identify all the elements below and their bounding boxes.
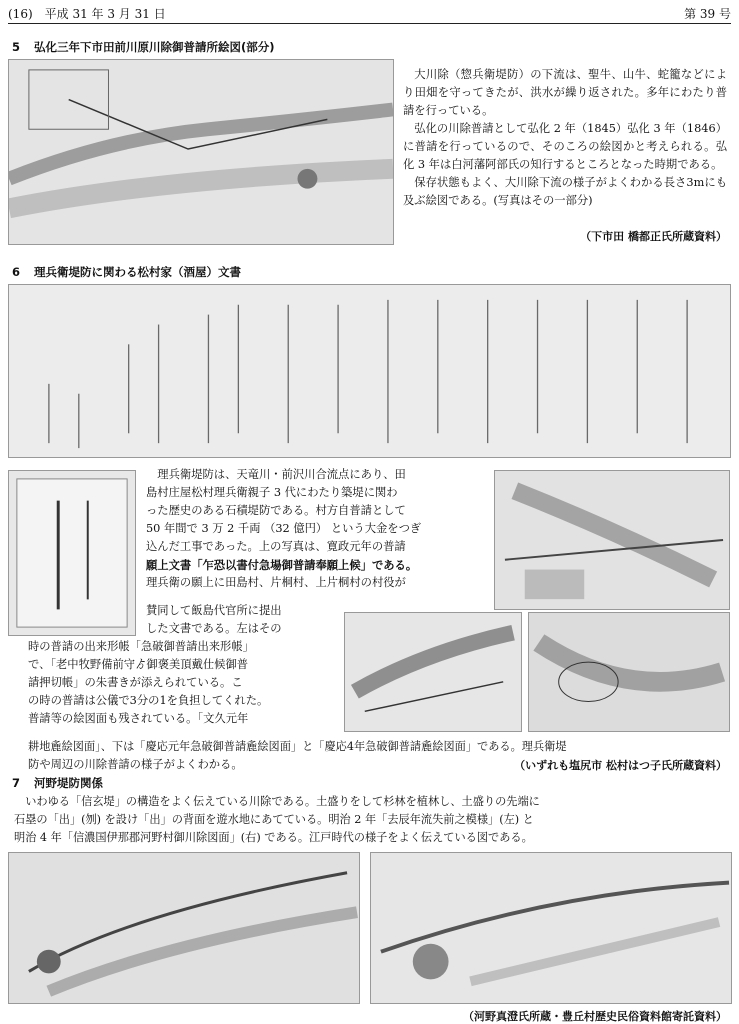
section-7-map-meiji-2 [8,852,360,1004]
text-line: 石塁の「出」(刎) を設け「出」の背面を遊水地にあてている。明治 2 年「去辰年流失前之模様」(左) と [14,813,534,826]
text-line: 島村庄屋松村理兵衛親子 3 代にわたり築堤に関わ [146,486,398,499]
text-line: 賛同して飯島代官所に提出 [146,604,282,617]
section-5-heading [12,39,275,55]
section-5-text [403,66,727,210]
text-line: 50 年間で 3 万 2 千両 （32 億円） という大金をつぎ [146,522,422,535]
section-5-credit: （下市田 橋都正氏所蔵資料） [580,230,727,243]
section-title: 河野堤防関係 [34,776,103,790]
header-rule [8,23,731,24]
section-6-map-keio-4 [528,612,730,732]
section-6-text-full: 耕地麁絵図面」、下は「慶応元年急破御普請麁絵図面」と「慶応4年急破御普請麁絵図面」である。理兵衛堤 [28,740,567,753]
section-6-map-keio-gannen [344,612,522,732]
section-7-text [14,793,732,847]
text-line: 願上文書「乍恐以書付急場御普請奉願上候」である。 [146,558,418,572]
section-5-map-photo [8,59,394,245]
text-line-part: 時の普請の出来形帳「急破御普請出来形帳」 [28,640,254,653]
section-6-heading [12,264,241,280]
section-number: 6 [12,265,21,279]
section-7-map-meiji-4 [370,852,732,1004]
text-line: った歴史のある石積堤防である。村方自普請として [146,504,406,517]
section-6-document-photo [8,284,731,458]
section-7-credit: （河野真澄氏所蔵・豊丘村歴史民俗資料館寄託資料） [463,1010,727,1023]
section-6-text-lower [28,638,340,728]
section-6-text-middle [146,602,336,638]
section-6-text-last: 防や周辺の川除普請の様子がよくわかる。 [28,758,243,771]
text-line: した文書である。左はその [146,622,282,635]
text-line: 理兵衛堤防は、天竜川・前沢川合流点にあり、田 [157,468,406,481]
text-line: 普請等の絵図面も残されている。「文久元年 [28,712,249,725]
section-title: 弘化三年下市田前川原川除御普請所絵図(部分) [34,40,275,54]
text-line: の時の普請は公儀で3分の1を負担してくれた。 [28,694,269,707]
text-line [28,638,340,656]
text-line: 理兵衛の願上に田島村、片桐村、上片桐村の村役が [146,576,406,589]
section-6-text-upper [146,466,484,592]
section-5-paragraph: 弘化の川除普請として弘化 2 年（1845）弘化 3 年（1846）に普請を行っているので、そのころの絵図かと考えられる。弘化 3 年は白河藩阿部氏の知行するところとなった時期である。 [403,122,727,171]
page-header [8,6,731,22]
section-number: 5 [12,40,21,54]
section-5-paragraph: 大川除（惣兵衛堤防）の下流は、聖牛、山牛、蛇籠などにより田畑を守ってきたが、洪水が繰り返された。多年にわたり普請を行っている。 [403,68,727,117]
text-line: 請押切帳」の朱書きが添えられている。こ [28,676,243,689]
section-6-credit: （いずれも塩尻市 松村はつ子氏所蔵資料） [514,759,727,772]
text-line: 込んだ工事であった。上の写真は、寛政元年の普請 [146,540,406,553]
issue-number: 第 39 号 [684,7,731,21]
issue-date: (16) 平成 31 年 3 月 31 日 [8,7,166,21]
section-6-ledger-photo [8,470,136,636]
section-number: 7 [12,776,21,790]
section-5-paragraph: 保存状態もよく、大川除下流の様子がよくわかる長さ3mにも及ぶ絵図である。(写真はその一部分) [403,176,727,207]
section-7-heading [12,775,103,791]
text-line: 明治 4 年「信濃国伊那郡河野村御川除図面」(右) である。江戸時代の様子をよく伝えている図である。 [14,831,533,844]
text-line: で、「老中牧野備前守ゟ御褒美頂戴仕候御普 [28,658,249,671]
section-6-map-bunkyu [494,470,730,610]
section-title: 理兵衛堤防に関わる松村家（酒屋）文書 [34,265,241,279]
text-line: いわゆる「信玄堤」の構造をよく伝えている川除である。土盛りをして杉林を植林し、土盛りの先端に [25,795,540,808]
